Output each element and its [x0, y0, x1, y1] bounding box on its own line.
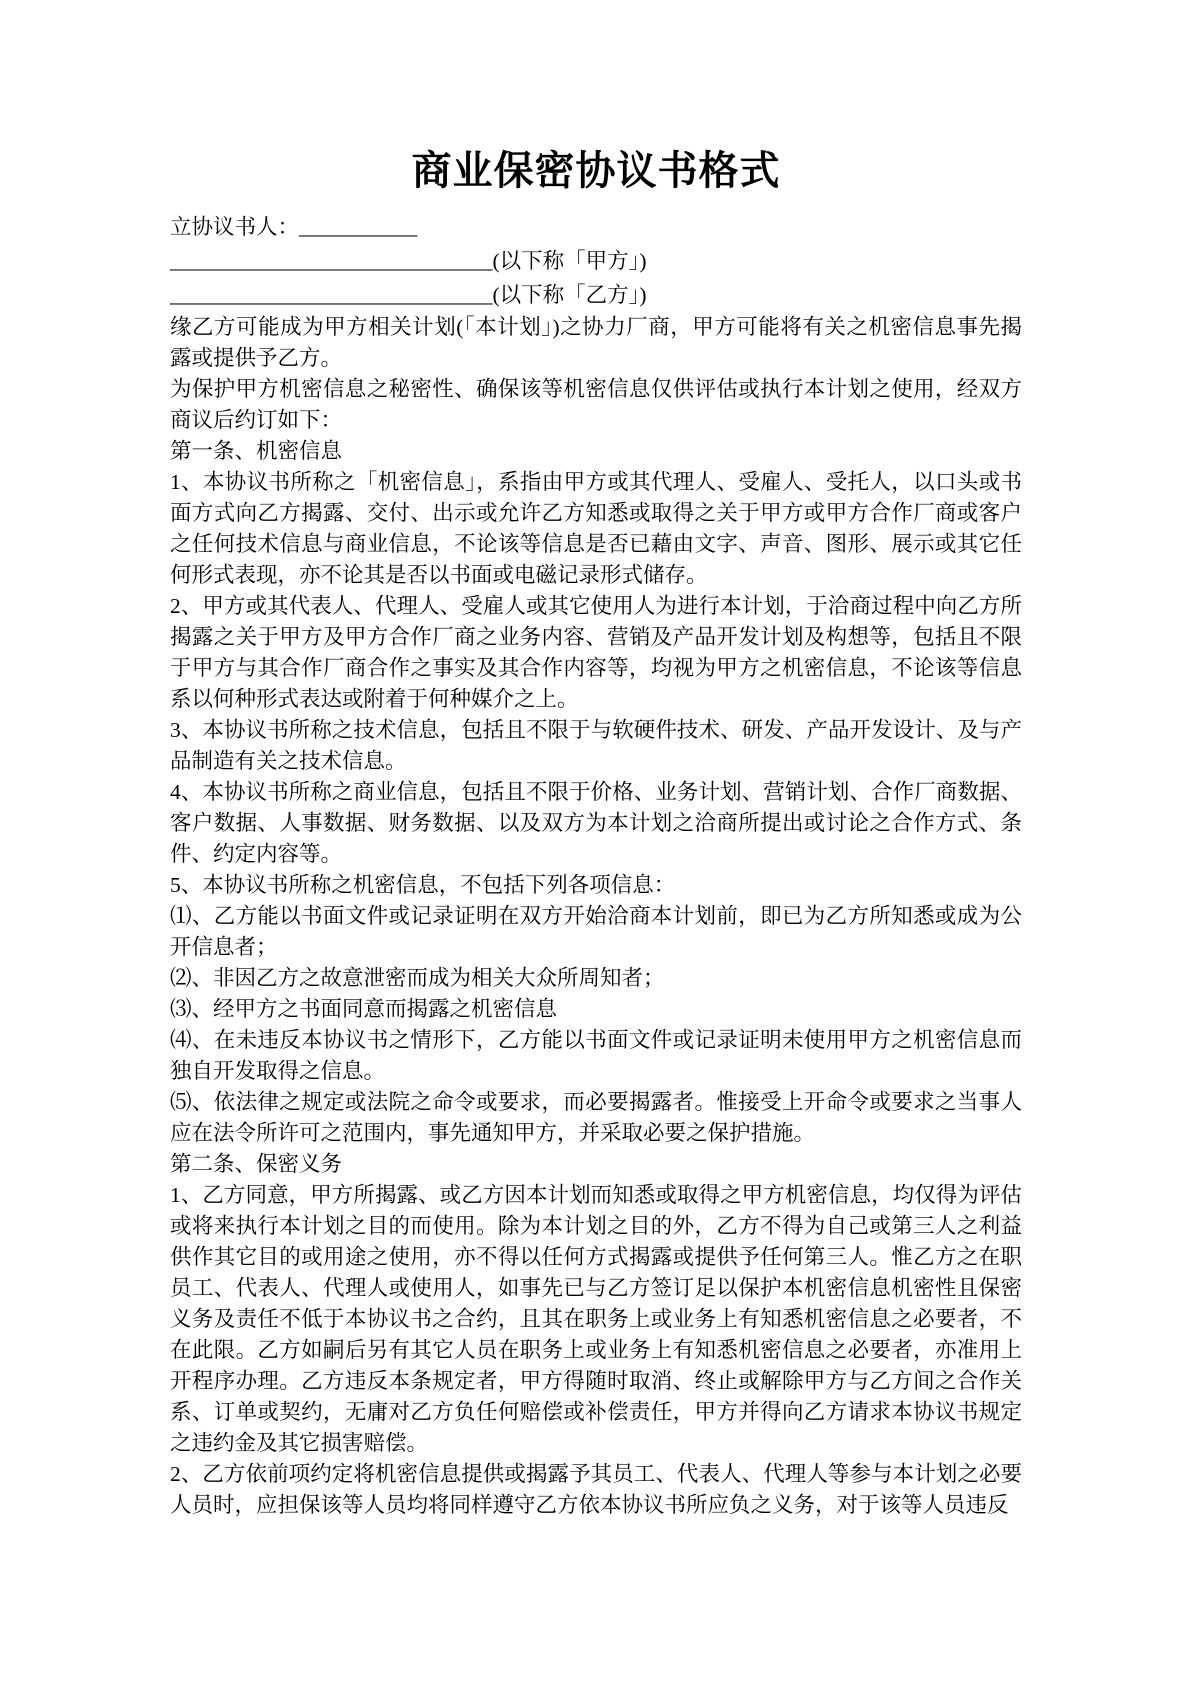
party-line — [170, 210, 1022, 244]
clause-1-item-2: 2、甲方或其代表人、代理人、受雇人或其它使用人为进行本计划，于洽商过程中向乙方所揭露之关于甲方及甲方合作厂商之业务内容、营销及产品开发计划及构想等，包括且不限于甲方与其合作厂商合作之事实及其合作内容等，均视为甲方之机密信息，不论该等信息系以何种形式表达或附着于何种媒介之上。 — [170, 594, 1022, 711]
party-a-line — [170, 244, 1022, 278]
party-b-suffix: (以下称「乙方」) — [492, 283, 647, 307]
clause-1-item-3: 3、本协议书所称之技术信息，包括且不限于与软硬件技术、研发、产品开发设计、及与产品制造有关之技术信息。 — [170, 718, 1022, 773]
document-body — [170, 312, 1022, 1521]
party-name-blank: ___________ — [299, 215, 418, 239]
clause-1-item-5-sub-4: ⑷、在未违反本协议书之情形下，乙方能以书面文件或记录证明未使用甲方之机密信息而独自开发取得之信息。 — [170, 1028, 1022, 1083]
intro-paragraph-1: 缘乙方可能成为甲方相关计划(「本计划」)之协力厂商，甲方可能将有关之机密信息事先揭露或提供予乙方。 — [170, 315, 1022, 370]
clause-2-item-2: 2、乙方依前项约定将机密信息提供或揭露予其员工、代表人、代理人等参与本计划之必要人员时，应担保该等人员均将同样遵守乙方依本协议书所应负之义务，对于该等人员违反 — [170, 1462, 1022, 1517]
intro-paragraph-2: 为保护甲方机密信息之秘密性、确保该等机密信息仅供评估或执行本计划之使用，经双方商议后约订如下： — [170, 377, 1022, 432]
clause-1-heading: 第一条、机密信息 — [170, 439, 343, 463]
clause-2-heading: 第二条、保密义务 — [170, 1152, 343, 1176]
clause-1-item-5-sub-3: ⑶、经甲方之书面同意而揭露之机密信息 — [170, 997, 558, 1021]
clause-1-item-5: 5、本协议书所称之机密信息，不包括下列各项信息： — [170, 873, 676, 897]
clause-1-item-1: 1、本协议书所称之「机密信息」，系指由甲方或其代理人、受雇人、受托人，以口头或书面方式向乙方揭露、交付、出示或允许乙方知悉或取得之关于甲方或甲方合作厂商或客户之任何技术信息与商业信息，不论该等信息是否已藉由文字、声音、图形、展示或其它任何形式表现，亦不论其是否以书面或电磁记录形式储存。 — [170, 470, 1022, 587]
clause-1-item-5-sub-5: ⑸、依法律之规定或法院之命令或要求，而必要揭露者。惟接受上开命令或要求之当事人应在法令所许可之范围内，事先通知甲方，并采取必要之保护措施。 — [170, 1090, 1022, 1145]
clause-1-item-5-sub-2: ⑵、非因乙方之故意泄密而成为相关大众所周知者； — [170, 966, 665, 990]
document-title: 商业保密协议书格式 — [411, 148, 781, 193]
party-b-line — [170, 278, 1022, 312]
preamble-section — [170, 210, 1022, 312]
clause-2-item-1: 1、乙方同意，甲方所揭露、或乙方因本计划而知悉或取得之甲方机密信息，均仅得为评估或将来执行本计划之目的而使用。除为本计划之目的外，乙方不得为自己或第三人之利益供作其它目的或用途之使用，亦不得以任何方式揭露或提供予任何第三人。惟乙方之在职员工、代表人、代理人或使用人，如事先已与乙方签订足以保护本机密信息机密性且保密义务及责任不低于本协议书之合约，且其在职务上或业务上有知悉机密信息之必要者，不在此限。乙方如嗣后另有其它人员在职务上或业务上有知悉机密信息之必要者，亦准用上开程序办理。乙方违反本条规定者，甲方得随时取消、终止或解除甲方与乙方间之合作关系、订单或契约，无庸对乙方负任何赔偿或补偿责任，甲方并得向乙方请求本协议书规定之违约金及其它损害赔偿。 — [170, 1183, 1022, 1455]
party-a-suffix: (以下称「甲方」) — [492, 249, 647, 273]
party-b-blank: ______________________________ — [170, 283, 493, 307]
clause-1-item-4: 4、本协议书所称之商业信息，包括且不限于价格、业务计划、营销计划、合作厂商数据、客户数据、人事数据、财务数据、以及双方为本计划之洽商所提出或讨论之合作方式、条件、约定内容等。 — [170, 780, 1022, 866]
party-label: 立协议书人： — [170, 215, 300, 239]
party-a-blank: ______________________________ — [170, 249, 493, 273]
clause-1-item-5-sub-1: ⑴、乙方能以书面文件或记录证明在双方开始洽商本计划前，即已为乙方所知悉或成为公开信息者； — [170, 904, 1022, 959]
